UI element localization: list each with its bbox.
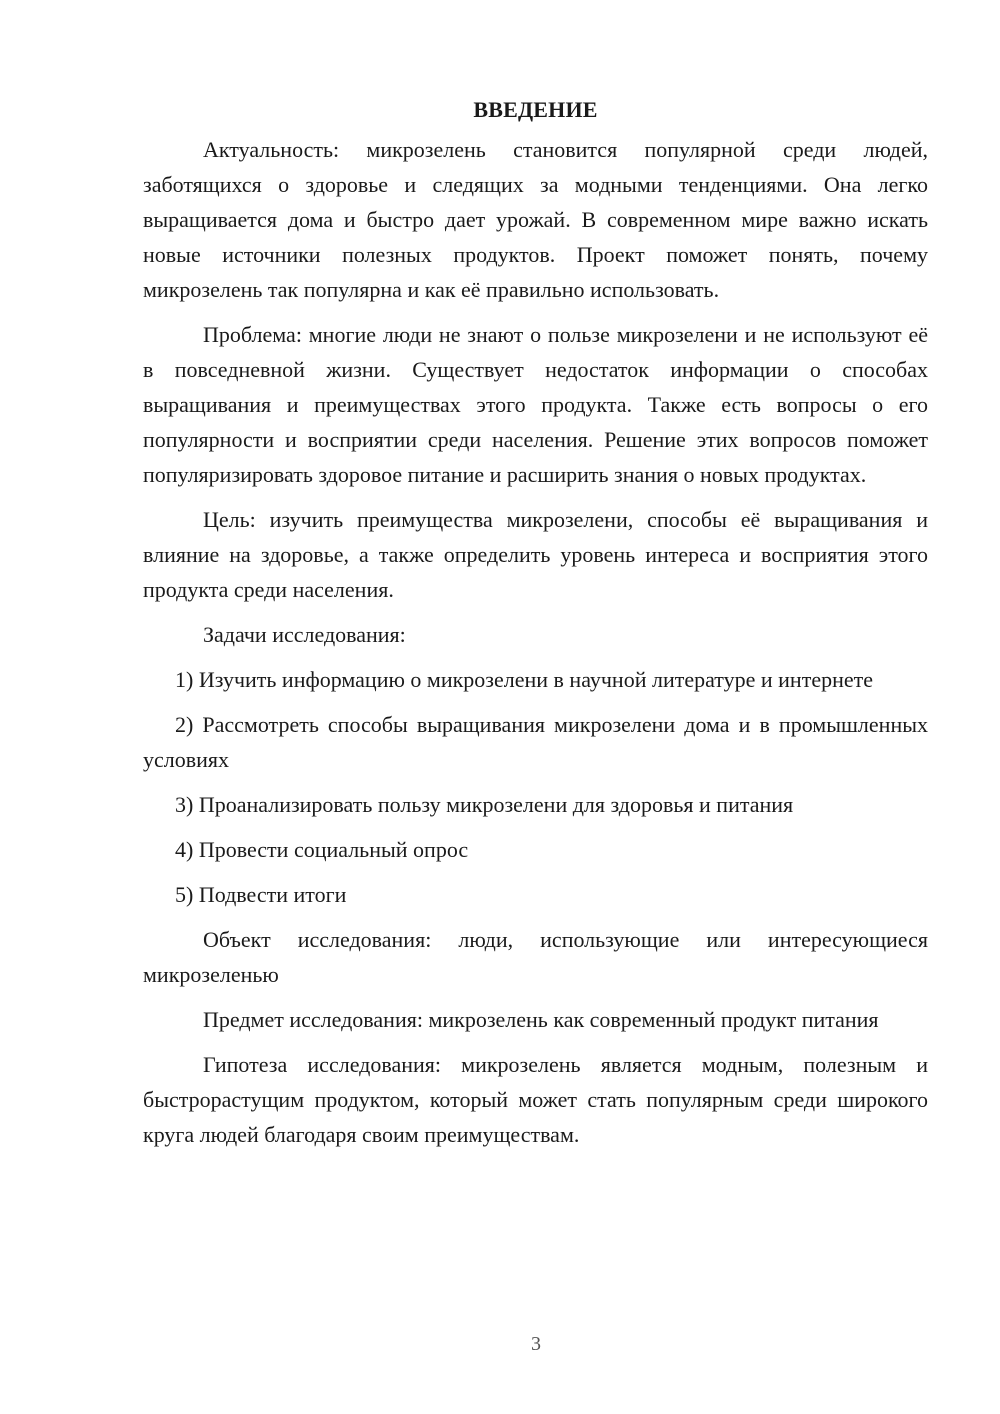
section-title: ВВЕДЕНИЕ [473, 97, 598, 122]
paragraph-object: Объект исследования: люди, использующие или интересующиеся микрозеленью [143, 927, 928, 987]
page-content [143, 92, 928, 1162]
page-number: 3 [531, 1333, 541, 1355]
task-item-4: 4) Провести социальный опрос [175, 837, 469, 862]
task-item-3: 3) Проанализировать пользу микрозелени для здоровья и питания [175, 792, 794, 817]
paragraph-hypothesis: Гипотеза исследования: микрозелень является модным, полезным и быстрорастущим продуктом, который может стать популярным среди широкого круга людей благодаря своим преимуществам. [143, 1052, 928, 1147]
paragraph-problem: Проблема: многие люди не знают о пользе микрозелени и не используют её в повседневной жизни. Существует недостаток информации о способах выращивания и преимуществах этого продукта. Также есть вопросы о его популярности и восприятии среди населения. Решение этих вопросов поможет популяризировать здоровое питание и расширить знания о новых продуктах. [143, 322, 928, 487]
task-item-5: 5) Подвести итоги [175, 882, 347, 907]
task-item-2: 2) Рассмотреть способы выращивания микрозелени дома и в промышленных условиях [143, 712, 928, 772]
paragraph-goal: Цель: изучить преимущества микрозелени, способы её выращивания и влияние на здоровье, а также определить уровень интереса и восприятия этого продукта среди населения. [143, 507, 928, 602]
paragraph-relevance: Актуальность: микрозелень становится популярной среди людей, заботящихся о здоровье и следящих за модными тенденциями. Она легко выращивается дома и быстро дает урожай. В современном мире важно искать новые источники полезных продуктов. Проект поможет понять, почему микрозелень так популярна и как её правильно использовать. [143, 137, 928, 302]
tasks-heading: Задачи исследования: [203, 622, 406, 647]
paragraph-subject: Предмет исследования: микрозелень как современный продукт питания [203, 1007, 879, 1032]
tasks-list [143, 662, 928, 912]
task-item-1: 1) Изучить информацию о микрозелени в научной литературе и интернете [175, 667, 873, 692]
